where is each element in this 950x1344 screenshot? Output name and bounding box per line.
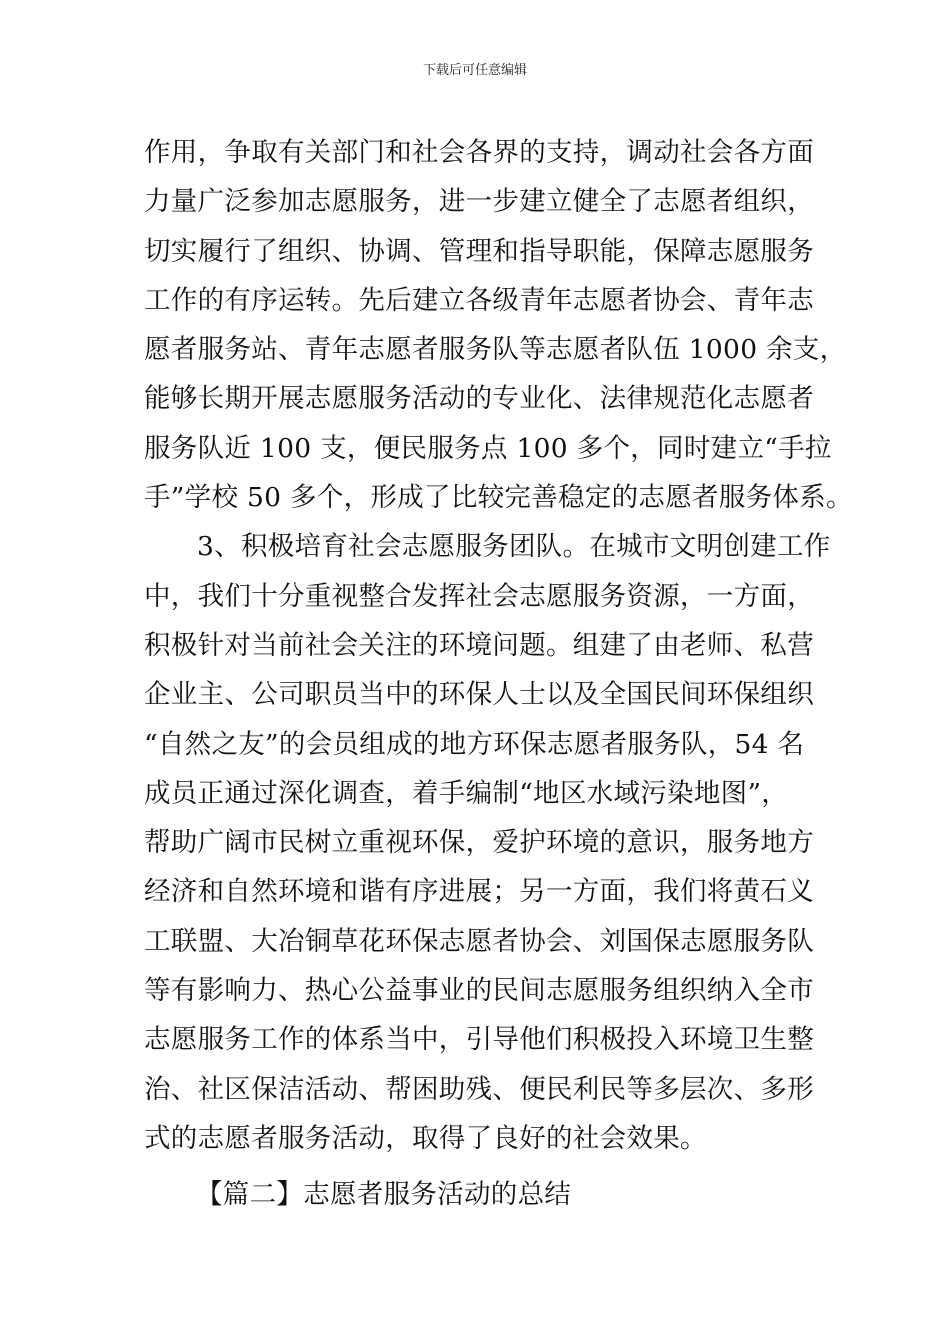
text-line: 成员正通过深化调查，着手编制“地区水域污染地图”，: [144, 777, 789, 809]
text-line: 等有影响力、热心公益事业的民间志愿服务组织纳入全市: [144, 975, 814, 1007]
text-line: 式的志愿者服务活动，取得了良好的社会效果。: [144, 1122, 707, 1154]
text-line: 力量广泛参加志愿服务，进一步建立健全了志愿者组织，: [144, 186, 814, 218]
text-line: 中，我们十分重视整合发挥社会志愿服务资源，一方面，: [144, 580, 814, 612]
text-line: 积极针对当前社会关注的环境问题。组建了由老师、私营: [144, 629, 814, 661]
text-line: 志愿服务工作的体系当中，引导他们积极投入环境卫生整: [144, 1024, 814, 1056]
text-line: 切实履行了组织、协调、管理和指导职能，保障志愿服务: [144, 235, 814, 267]
body-text: [144, 128, 853, 1163]
section-heading: 【篇二】志愿者服务活动的总结: [196, 1179, 572, 1210]
text-line: 工作的有序运转。先后建立各级青年志愿者协会、青年志: [144, 284, 814, 316]
paragraph-1: [144, 128, 853, 522]
paragraph-2: [144, 522, 831, 1163]
text-line: 工联盟、大冶铜草花环保志愿者协会、刘国保志愿服务队: [144, 925, 814, 957]
text-line: 手”学校 50 多个，形成了比较完善稳定的志愿者服务体系。: [144, 482, 853, 514]
text-line: 服务队近 100 支，便民服务点 100 多个，同时建立“手拉: [144, 432, 832, 464]
text-line: 愿者服务站、青年志愿者服务队等志愿者队伍 1000 余支，: [144, 334, 847, 366]
page-header-note: 下载后可任意编辑: [422, 63, 527, 78]
text-line: 3、积极培育社会志愿服务团队。在城市文明创建工作: [197, 531, 831, 563]
text-line: 作用，争取有关部门和社会各界的支持，调动社会各方面: [144, 137, 814, 168]
text-line: 能够长期开展志愿服务活动的专业化、法律规范化志愿者: [144, 383, 814, 415]
text-line: 帮助广阔市民树立重视环保，爱护环境的意识，服务地方: [144, 827, 814, 859]
text-line: “自然之友”的会员组成的地方环保志愿者服务队，54 名: [144, 728, 805, 760]
text-line: 治、社区保洁活动、帮困助残、便民利民等多层次、多形: [144, 1073, 814, 1105]
text-line: 经济和自然环境和谐有序进展；另一方面，我们将黄石义: [144, 876, 814, 908]
text-line: 企业主、公司职员当中的环保人士以及全国民间环保组织: [144, 679, 814, 711]
